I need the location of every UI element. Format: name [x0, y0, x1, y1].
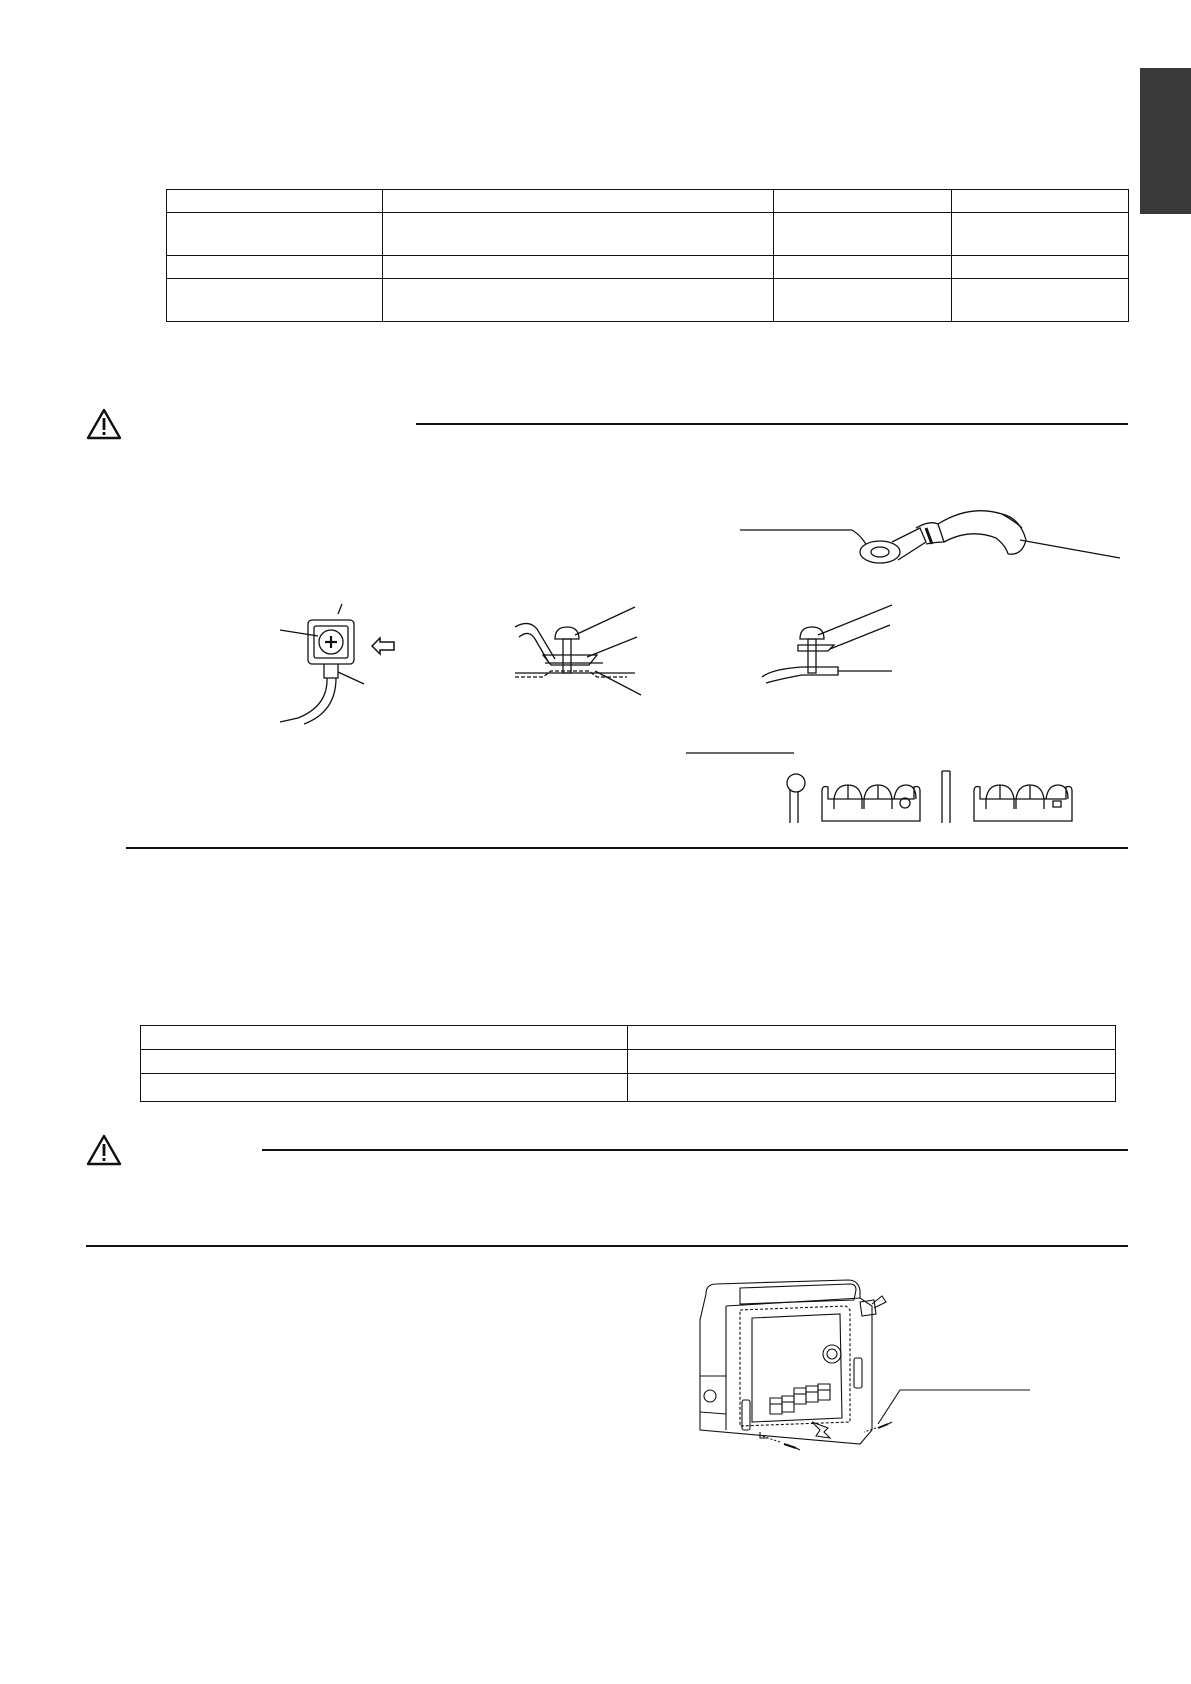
table-cell	[167, 190, 383, 213]
table-cell	[952, 190, 1129, 213]
table-cell	[383, 256, 774, 279]
table-cell	[774, 256, 952, 279]
table-row	[141, 1074, 1116, 1102]
table-cell	[167, 279, 383, 322]
terminal-bad-icon	[762, 605, 892, 683]
table-cell	[383, 190, 774, 213]
table-cell	[628, 1026, 1116, 1050]
table-cell	[141, 1026, 628, 1050]
warning-triangle-icon	[86, 1133, 122, 1167]
table-cell	[383, 213, 774, 256]
section-divider	[126, 847, 1128, 849]
table-cell	[628, 1074, 1116, 1102]
unit-cover-removal-figure	[700, 1280, 1040, 1470]
table-row	[141, 1026, 1116, 1050]
table-cell	[167, 256, 383, 279]
unit-cover-icon	[700, 1280, 1030, 1450]
table-cell	[774, 213, 952, 256]
table-row	[167, 256, 1129, 279]
table-cell	[141, 1050, 628, 1074]
terminal-block-icon	[686, 753, 1072, 823]
table-cell	[774, 190, 952, 213]
table-cell	[628, 1050, 1116, 1074]
table-cell	[952, 279, 1129, 322]
warning-triangle-icon	[86, 407, 122, 441]
screw-terminal-icon	[280, 604, 394, 724]
table-cell	[774, 279, 952, 322]
terminal-block-examples-figure	[686, 745, 1086, 825]
screw-terminal-front-figure	[280, 606, 390, 726]
terminal-bad-connection-figure	[762, 605, 897, 700]
table-cell	[167, 213, 383, 256]
spec-table-2	[140, 1025, 1116, 1102]
table-row	[167, 213, 1129, 256]
table-row	[141, 1050, 1116, 1074]
language-tab	[1140, 68, 1191, 214]
terminal-good-connection-figure	[515, 605, 650, 700]
terminal-good-icon	[515, 607, 641, 695]
caution-heading-rule	[416, 423, 1128, 425]
ring-terminal-icon	[740, 511, 1120, 563]
section-divider	[86, 1245, 1128, 1247]
table-cell	[952, 256, 1129, 279]
spec-table-1	[166, 189, 1129, 322]
caution-heading-rule	[262, 1149, 1128, 1151]
table-row	[167, 190, 1129, 213]
table-cell	[383, 279, 774, 322]
ring-terminal-figure	[740, 498, 1120, 568]
table-row	[167, 279, 1129, 322]
table-cell	[141, 1074, 628, 1102]
table-cell	[952, 213, 1129, 256]
